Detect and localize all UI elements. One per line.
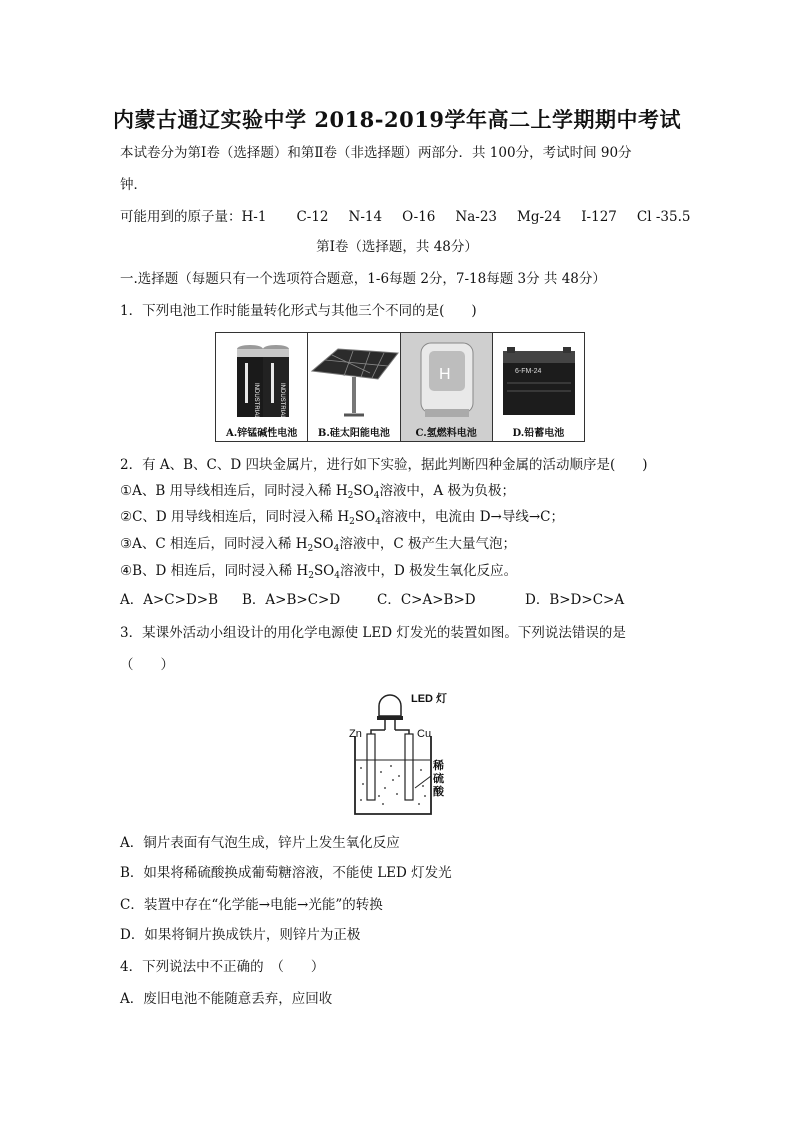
led-lamp-label: LED 灯 — [411, 693, 448, 705]
q1-caption-c: C.氢燃料电池 — [415, 428, 477, 439]
q1-caption-a: A.锌锰碱性电池 — [226, 428, 298, 439]
svg-text:H: H — [438, 366, 451, 383]
dilute-sulfuric-acid-label: 稀硫酸 — [433, 760, 444, 798]
battery-label-text: INDUSTRIAL — [253, 383, 259, 419]
atomic-mass-item: Cl -35.5 — [636, 209, 691, 225]
atomic-mass-item: O-16 — [402, 209, 436, 225]
atomic-masses-label: 可能用到的原子量： — [120, 209, 242, 225]
q1-battery-figure — [215, 332, 585, 442]
lead-acid-model-text: 6-FM-24 — [514, 368, 542, 375]
atomic-mass-item: C-12 — [296, 209, 329, 225]
lead-acid-battery-image — [493, 333, 584, 441]
q4-stem: 4．下列说法中不正确的 （ ） — [120, 959, 325, 975]
atomic-mass-item: Na-23 — [455, 209, 497, 225]
q4-option-a: A．废旧电池不能随意丢弃，应回收 — [120, 991, 333, 1007]
q2-options — [120, 591, 624, 609]
part1-title: 第Ⅰ卷（选择题，共 48分） — [316, 239, 478, 255]
copper-label: Cu — [417, 728, 432, 740]
atomic-masses — [120, 208, 690, 226]
hydrogen-fuel-cell-image — [401, 333, 493, 441]
q3-led-cell-figure — [335, 676, 470, 824]
q2-statement-3: ③A、C 相连后，同时浸入稀 $H_2SO_4$溶液中，C 极产生大量气泡； — [120, 536, 516, 554]
q3-option-c: C．装置中存在“化学能→电能→光能”的转换 — [120, 897, 383, 913]
q1-caption-d: D.铅蓄电池 — [512, 428, 565, 439]
q3-stem-paren: （ ） — [120, 657, 174, 673]
atomic-mass-item: I-127 — [581, 209, 617, 225]
section-title: 一.选择题（每题只有一个选项符合题意，1-6每题 2分，7-18每题 3分 共 48分） — [120, 271, 606, 287]
q3-option-d: D．如果将铜片换成铁片，则锌片为正极 — [120, 927, 361, 943]
intro-line-2: 钟． — [120, 177, 147, 193]
q1-stem: 1．下列电池工作时能量转化形式与其他三个不同的是( ) — [120, 303, 477, 319]
atomic-mass-item: N-14 — [348, 209, 383, 225]
q3-option-b: B．如果将稀硫酸换成葡萄糖溶液，不能使 LED 灯发光 — [120, 865, 452, 881]
q2-option-a: A．A>C>D>B — [120, 592, 219, 608]
page-title: 内蒙古通辽实验中学 2018-2019学年高二上学期期中考试 — [113, 107, 681, 132]
q2-statement-2: ②C、D 用导线相连后，同时浸入稀 $H_2SO_4$溶液中，电流由 D→导线→C； — [120, 509, 564, 527]
q2-statement-4: ④B、D 相连后，同时浸入稀 $H_2SO_4$溶液中，D 极发生氧化反应。 — [120, 563, 518, 581]
zinc-label: Zn — [349, 728, 362, 740]
q2-statement-1: ①A、B 用导线相连后，同时浸入稀 $H_2SO_4$溶液中，A 极为负极； — [120, 483, 515, 501]
q2-stem: 2．有 A、B、C、D 四块金属片，进行如下实验，据此判断四种金属的活动顺序是( ) — [120, 457, 648, 473]
q2-option-c: C．C>A>B>D — [377, 592, 476, 608]
q3-stem: 3．某课外活动小组设计的用化学电源使 LED 灯发光的装置如图。下列说法错误的是 — [120, 625, 626, 641]
q2-option-d: D．B>D>C>A — [525, 592, 625, 608]
silicon-solar-cell-image — [308, 333, 400, 441]
q1-caption-b: B.硅太阳能电池 — [317, 428, 390, 439]
atomic-mass-item: Mg-24 — [517, 209, 562, 225]
zinc-manganese-battery-image — [216, 333, 308, 441]
intro-line-1: 本试卷分为第Ⅰ卷（选择题）和第Ⅱ卷（非选择题）两部分．共 100分，考试时间 90分 — [120, 145, 632, 161]
battery-label-text: INDUSTRIAL — [279, 383, 285, 419]
q2-option-b: B．A>B>C>D — [242, 592, 341, 608]
atomic-mass-item: H-1 — [241, 209, 267, 225]
q3-option-a: A．铜片表面有气泡生成，锌片上发生氧化反应 — [120, 835, 400, 851]
